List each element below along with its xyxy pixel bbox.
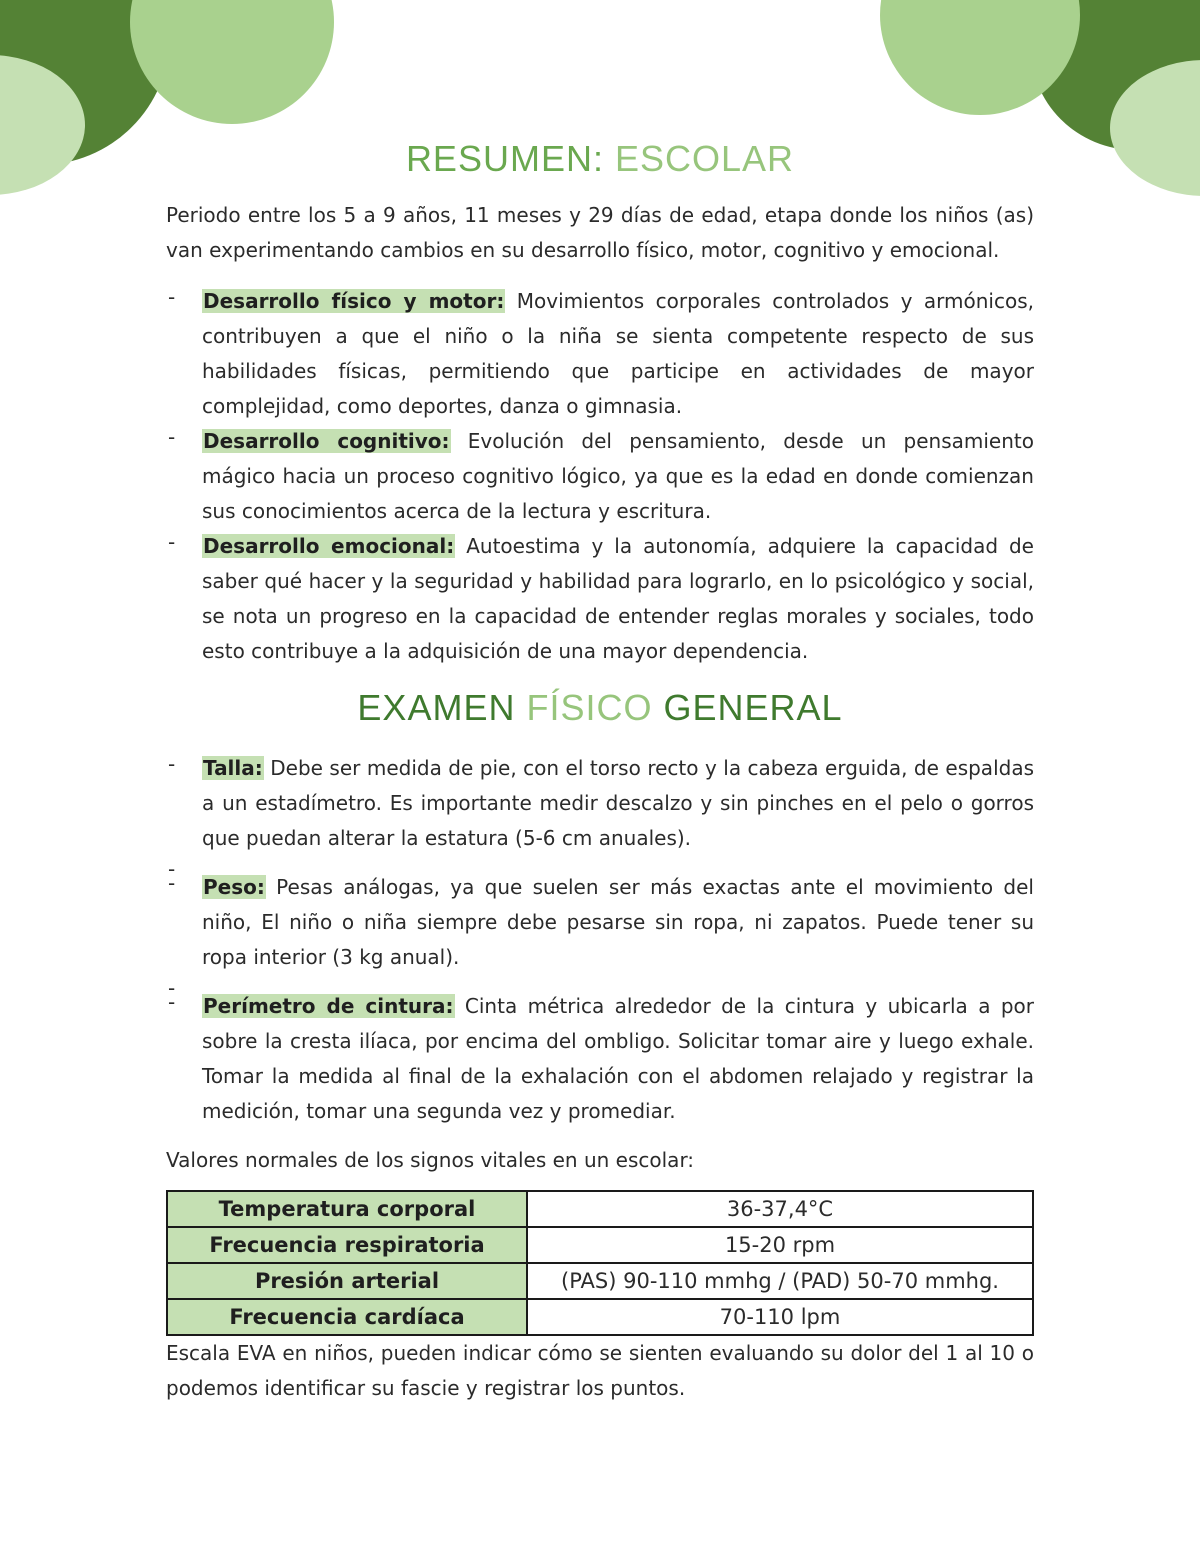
spacer (166, 856, 1034, 870)
term-description: Pesas análogas, ya que suelen ser más exactas ante el movimiento del niño, El niño o niña siempre debe pesarse sin ropa, ni zapatos. Puede tener su ropa interior (3 kg anual). (202, 875, 1034, 969)
list-item (166, 529, 1034, 669)
term-highlight: Perímetro de cintura: (203, 994, 454, 1018)
term-highlight: Talla: (203, 756, 263, 780)
vital-value: 70-110 lpm (527, 1299, 1033, 1335)
document-body (166, 136, 1034, 1406)
vital-value: 15-20 rpm (527, 1227, 1033, 1263)
vital-label: Frecuencia cardíaca (167, 1299, 527, 1335)
term-description: Autoestima y la autonomía, adquiere la capacidad de saber qué hacer y la seguridad y habilidad para lograrlo, en lo psicológico y social, se nota un progreso en la capacidad de entender reglas morales y sociales, todo esto contribuye a la adquisición de una mayor dependencia. (202, 534, 1034, 663)
title-word: GENERAL (663, 687, 843, 728)
term-description: Cinta métrica alrededor de la cintura y ubicarla a por sobre la cresta ilíaca, por encima del ombligo. Solicitar tomar aire y luego exhale. Tomar la medida al final de la exhalación con el abdomen relajado y registrar la medición, tomar una segunda vez y promediar. (202, 994, 1035, 1123)
intro-paragraph: Periodo entre los 5 a 9 años, 11 meses y 29 días de edad, etapa donde los niños (as) van experimentando cambios en su desarrollo físico, motor, cognitivo y emocional. (166, 203, 1034, 262)
table-row (167, 1263, 1033, 1299)
title-word: ESCOLAR (614, 138, 795, 179)
list-item (166, 751, 1034, 856)
term-highlight: Desarrollo emocional: (203, 534, 455, 558)
list-item (166, 989, 1034, 1129)
table-row (167, 1227, 1033, 1263)
development-list (166, 284, 1034, 669)
title-word: EXAMEN (357, 687, 516, 728)
term-highlight: Desarrollo cognitivo: (203, 429, 450, 453)
list-item (166, 424, 1034, 529)
vital-label: Presión arterial (167, 1263, 527, 1299)
list-item (166, 870, 1034, 975)
title-word: RESUMEN: (405, 138, 604, 179)
section-title-examen (166, 685, 1034, 731)
table-row (167, 1191, 1033, 1227)
eva-paragraph: Escala EVA en niños, pueden indicar cómo se sienten evaluando su dolor del 1 al 10 o podemos identificar su fascie y registrar los puntos. (166, 1341, 1034, 1400)
mid-green-circle-left (130, 0, 334, 124)
term-description: Debe ser medida de pie, con el torso recto y la cabeza erguida, de espaldas a un estadímetro. Es importante medir descalzo y sin pinches en el pelo o gorros que puedan alterar la estatura (5-6 cm anuales). (202, 756, 1034, 850)
title-word: FÍSICO (526, 687, 653, 728)
vital-value: (PAS) 90-110 mmhg / (PAD) 50-70 mmhg. (527, 1263, 1033, 1299)
term-description: Movimientos corporales controlados y armónicos, contribuyen a que el niño o la niña se sienta competente respecto de sus habilidades físicas, permitiendo que participe en actividades de mayor complejidad, como deportes, danza o gimnasia. (202, 289, 1034, 418)
term-highlight: Peso: (203, 875, 265, 899)
vital-label: Frecuencia respiratoria (167, 1227, 527, 1263)
section-title-resumen (166, 136, 1034, 182)
vital-label: Temperatura corporal (167, 1191, 527, 1227)
spacer (166, 975, 1034, 989)
vitals-table (166, 1190, 1034, 1336)
list-item (166, 284, 1034, 424)
term-description: Evolución del pensamiento, desde un pensamiento mágico hacia un proceso cognitivo lógico, ya que es la edad en donde comienzan sus conocimientos acerca de la lectura y escritura. (202, 429, 1034, 523)
vitals-intro: Valores normales de los signos vitales en un escolar: (166, 1148, 695, 1172)
term-highlight: Desarrollo físico y motor: (203, 289, 505, 313)
vital-value: 36-37,4°C (527, 1191, 1033, 1227)
table-row (167, 1299, 1033, 1335)
exam-list (166, 751, 1034, 1129)
